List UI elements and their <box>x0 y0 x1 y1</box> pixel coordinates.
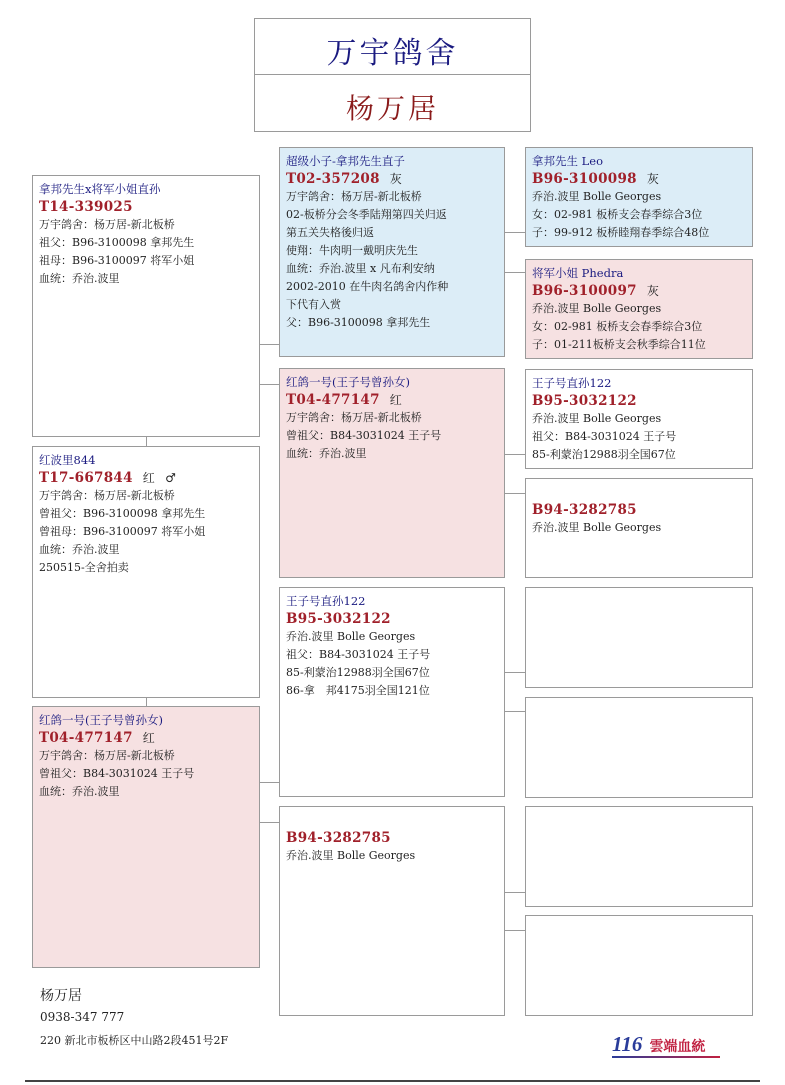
dam-title: 红鸽一号(王子号曾孙女) <box>39 713 163 727</box>
connector-dam-dd <box>259 822 279 823</box>
dsd-card-empty <box>525 697 753 798</box>
owner-name: 杨万居 <box>345 92 439 125</box>
main-title: 红波里844 <box>39 453 96 467</box>
ssd-ring <box>532 282 746 300</box>
connector-ds-1 <box>504 672 525 673</box>
sd-line-1: 万宇鸽舍：杨万居-新北板桥 <box>286 411 422 424</box>
sdd-ring <box>532 501 746 519</box>
footer-name: 杨万居 <box>40 988 82 1004</box>
ss-line-1: 万宇鸽舍：杨万居-新北板桥 <box>286 190 422 203</box>
sire-line-4: 血统：乔治.波里 <box>39 272 120 285</box>
sdd-line-1: 乔治.波里 Bolle Georges <box>532 521 662 534</box>
sire-line-3: 祖母：B96-3100097 将军小姐 <box>39 254 195 267</box>
ss-line-5: 血统：乔治.波里 x 凡布利安纳 <box>286 262 435 275</box>
sire-line-2: 祖父：B96-3100098 拿邦先生 <box>39 236 195 249</box>
ssd-ring-number: B96-3100097 <box>532 283 637 299</box>
main-ring-number: T17-667844 <box>39 470 133 486</box>
dam-line-2: 曾祖父：B84-3031024 王子号 <box>39 767 195 780</box>
sire-title: 拿邦先生x将军小姐直孙 <box>39 182 161 196</box>
sss-line-1: 乔治.波里 Bolle Georges <box>532 190 662 203</box>
bottom-rule <box>25 1080 760 1082</box>
connector-dd-1 <box>504 892 525 893</box>
connector-dam-ds <box>259 782 279 783</box>
sire-card <box>32 175 260 437</box>
ss-line-8: 父：B96-3100098 拿邦先生 <box>286 316 431 329</box>
ds-line-3: 85-利蒙治12988羽全国67位 <box>286 666 430 679</box>
dam-dam-card <box>279 806 505 1016</box>
sds-title: 王子号直孙122 <box>532 376 612 390</box>
dds-card-empty <box>525 806 753 907</box>
header-loft-box <box>254 18 531 75</box>
sds-ring-number: B95-3032122 <box>532 393 637 409</box>
dam-line-3: 血统：乔治.波里 <box>39 785 120 798</box>
dam-line-1: 万宇鸽舍：杨万居-新北板桥 <box>39 749 175 762</box>
dd-ring <box>286 829 498 847</box>
ss-line-7: 下代有入赏 <box>286 298 341 311</box>
ss-line-3: 第五关失格後归返 <box>286 226 374 239</box>
ssd-color: 灰 <box>646 284 660 298</box>
sd-title: 红鸽一号(王子号曾孙女) <box>286 375 410 389</box>
sss-line-3: 子：99-912 板桥睦翔春季综合48位 <box>532 226 710 239</box>
ssd-line-1: 乔治.波里 Bolle Georges <box>532 302 662 315</box>
loft-name: 万宇鸽舍 <box>326 36 459 71</box>
connector-sire-sd <box>259 384 279 385</box>
sire-ring <box>39 198 253 216</box>
ssd-card <box>525 259 753 359</box>
sd-color: 红 <box>389 393 403 407</box>
dam-ring <box>39 729 253 747</box>
main-line-3: 曾祖母：B96-3100097 将军小姐 <box>39 525 206 538</box>
ds-line-1: 乔治.波里 Bolle Georges <box>286 630 416 643</box>
ds-title: 王子号直孙122 <box>286 594 366 608</box>
dam-color: 红 <box>142 731 156 745</box>
sire-line-1: 万宇鸽舍：杨万居-新北板桥 <box>39 218 175 231</box>
ss-ring-number: T02-357208 <box>286 171 380 187</box>
ssd-line-2: 女：02-981 板桥支会春季综合3位 <box>532 320 703 333</box>
sss-title: 拿邦先生 Leo <box>532 154 604 168</box>
sd-ring <box>286 391 498 409</box>
sds-ring <box>532 392 746 410</box>
sss-ring <box>532 170 746 188</box>
main-pigeon-card <box>32 446 260 698</box>
sss-line-2: 女：02-981 板桥支会春季综合3位 <box>532 208 703 221</box>
sds-line-1: 乔治.波里 Bolle Georges <box>532 412 662 425</box>
ss-line-6: 2002-2010 在牛肉名鸽舍内作种 <box>286 280 449 293</box>
dam-card <box>32 706 260 968</box>
dd-line-1: 乔治.波里 Bolle Georges <box>286 849 416 862</box>
main-color: 红 <box>142 471 156 485</box>
brand-number: 116 <box>612 1032 643 1056</box>
connector-ds-2 <box>504 711 525 712</box>
dss-card-empty <box>525 587 753 688</box>
ds-line-2: 祖父：B84-3031024 王子号 <box>286 648 431 661</box>
ddd-card-empty <box>525 915 753 1016</box>
dam-ring-number: T04-477147 <box>39 730 133 746</box>
connector-sd-sdd <box>504 493 525 494</box>
sds-line-3: 85-利蒙治12988羽全国67位 <box>532 448 676 461</box>
ds-ring <box>286 610 498 628</box>
footer-phone: 0938-347 777 <box>40 1010 125 1024</box>
connector-sire-ss <box>259 344 279 345</box>
main-line-1: 万宇鸽舍：杨万居-新北板桥 <box>39 489 175 502</box>
sire-dam-card <box>279 368 505 578</box>
sss-ring-number: B96-3100098 <box>532 171 637 187</box>
ss-title: 超级小子-拿邦先生直子 <box>286 154 405 168</box>
brand-underline <box>612 1056 720 1058</box>
ss-ring <box>286 170 498 188</box>
sss-color: 灰 <box>646 172 660 186</box>
ss-line-4: 使翔：牛肉明一戴明庆先生 <box>286 244 418 257</box>
main-line-5: 250515-全舍拍卖 <box>39 561 129 574</box>
main-line-2: 曾祖父：B96-3100098 拿邦先生 <box>39 507 206 520</box>
ss-line-2: 02-板桥分会冬季陆翔第四关归返 <box>286 208 447 221</box>
sd-line-2: 曾祖父：B84-3031024 王子号 <box>286 429 442 442</box>
main-ring <box>39 469 253 487</box>
dam-sire-card <box>279 587 505 797</box>
sds-card <box>525 369 753 469</box>
sire-ring-number: T14-339025 <box>39 199 133 215</box>
connector-ss-ssd <box>504 272 525 273</box>
connector-ss-sss <box>504 232 525 233</box>
ssd-line-3: 子：01-211板桥支会秋季综合11位 <box>532 338 706 351</box>
ds-ring-number: B95-3032122 <box>286 611 391 627</box>
main-line-4: 血统：乔治.波里 <box>39 543 120 556</box>
footer-address: 220 新北市板桥区中山路2段451号2F <box>40 1034 229 1047</box>
sd-ring-number: T04-477147 <box>286 392 380 408</box>
ssd-title: 将军小姐 Phedra <box>532 266 624 280</box>
sdd-ring-number: B94-3282785 <box>532 502 637 518</box>
ds-line-4: 86-拿 邦4175羽全国121位 <box>286 684 430 697</box>
sd-line-3: 血统：乔治.波里 <box>286 447 367 460</box>
sire-sire-card <box>279 147 505 357</box>
brand-logo <box>612 1032 722 1058</box>
dd-ring-number: B94-3282785 <box>286 830 391 846</box>
sdd-card <box>525 478 753 578</box>
connector-dd-2 <box>504 930 525 931</box>
sss-card <box>525 147 753 247</box>
male-sex-icon: ♂ <box>165 471 177 485</box>
ss-color: 灰 <box>389 172 403 186</box>
header-owner-box <box>254 74 531 132</box>
sds-line-2: 祖父：B84-3031024 王子号 <box>532 430 677 443</box>
brand-text: 雲端血統 <box>649 1039 706 1055</box>
connector-sd-sds <box>504 454 525 455</box>
